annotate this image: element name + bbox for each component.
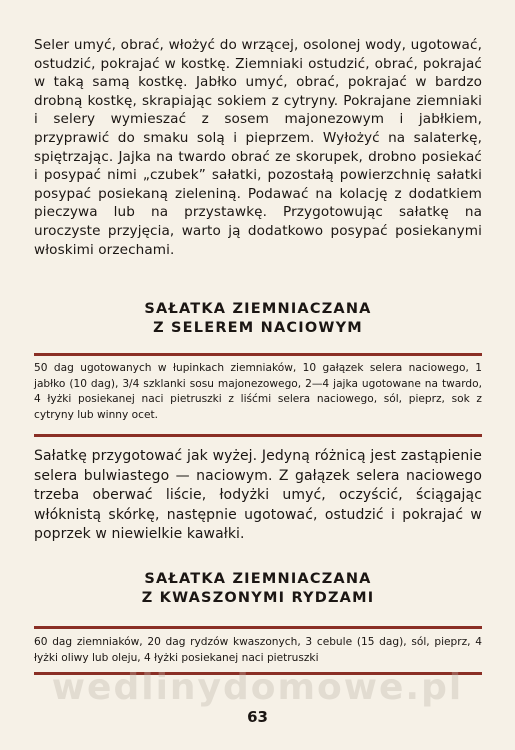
- recipe1-top-rule: [34, 353, 482, 356]
- recipe2-title-line1: SAŁATKA ZIEMNIACZANA: [144, 571, 372, 587]
- recipe1-ingredients: 50 dag ugotowanych w łupinkach ziemniaków, 10 gałązek selera naciowego, 1 jabłko (10 dag), 3/4 szklanki sosu majonezowego, 2—4 jajka ugotowane na twardo, 4 łyżki posiekanej naci pietruszki z liśćmi selera naciowego, sól, pieprz, sok z cytryny lub winny ocet.: [34, 362, 482, 421]
- recipe2-top-rule: [34, 626, 482, 629]
- page-number: 63: [247, 708, 268, 726]
- recipe2-ingredients: 60 dag ziemniaków, 20 dag rydzów kwaszonych, 3 cebule (15 dag), sól, pieprz, 4 łyżki oliwy lub oleju, 4 łyżki posiekanej naci pietruszki: [34, 636, 482, 664]
- recipe1-instructions: Sałatkę przygotować jak wyżej. Jedyną różnicą jest zastąpienie selera bulwiastego — naciowym. Z gałązek selera naciowego trzeba oberwać liście, łodyżki umyć, oczyścić, ściągając włóknistą skórkę, następnie ugotować, ostudzić i pokrajać w poprzek w niewielkie kawałki.: [34, 448, 482, 542]
- recipe1-title-line2: Z SELEREM NACIOWYM: [153, 320, 363, 336]
- recipe1-title-line1: SAŁATKA ZIEMNIACZANA: [144, 301, 372, 317]
- recipe1-bottom-rule: [34, 434, 482, 437]
- watermark: wedlinydomowe.pl: [51, 667, 464, 708]
- recipe1-title: [34, 300, 482, 338]
- recipe2-bottom-rule: [34, 672, 482, 675]
- recipe2-title-line2: Z KWASZONYMI RYDZAMI: [141, 590, 375, 606]
- intro-instructions: Seler umyć, obrać, włożyć do wrzącej, osolonej wody, ugotować, ostudzić, pokrajać w kostkę. Ziemniaki ostudzić, obrać, pokrajać w taką samą kostkę. Jabłko umyć, obrać, pokrajać w bardzo drobną kostkę, skrapiając sokiem z cytryny. Pokrajane ziemniaki i selery wymieszać z sosem majonezowym i jabłkiem, przyprawić do smaku solą i pieprzem. Wyłożyć na salaterkę, spiętrzając. Jajka na twardo obrać ze skorupek, drobno posiekać i posypać nimi „czubek” sałatki, pozostałą powierzchnię sałatki posypać posiekaną zieleniną. Podawać na kolację z dodatkiem pieczywa lub na przystawkę. Przygotowując sałatkę na uroczyste przyjęcia, warto ją dodatkowo posypać posiekanymi włoskimi orzechami.: [34, 37, 482, 258]
- recipe2-title: [34, 570, 482, 608]
